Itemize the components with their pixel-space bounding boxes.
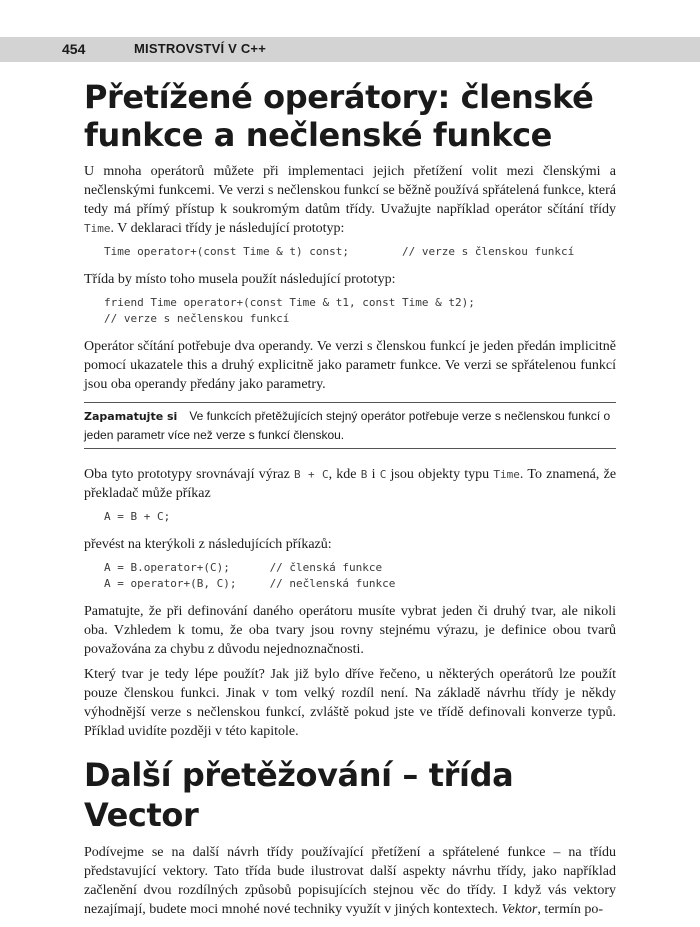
inline-code: B [360, 468, 368, 481]
inline-code: Time [493, 468, 520, 481]
page-number: 454 [62, 41, 86, 57]
page-content [84, 78, 616, 925]
running-title: MISTROVSTVÍ V C++ [134, 41, 266, 56]
code-block: A = B + C; [104, 510, 171, 523]
code-block: friend Time operator+(const Time & t1, const Time & t2); // verze s nečlenskou funkcí [104, 296, 475, 325]
text: , kde [328, 467, 357, 482]
inline-code: Time [84, 222, 111, 235]
code-block: Time operator+(const Time & t) const; // verze s členskou funkcí [104, 245, 575, 258]
note-label: Zapamatujte si [84, 410, 178, 423]
paragraph [84, 162, 616, 238]
paragraph [84, 465, 616, 503]
text: Podívejme se na další návrh třídy používající přetížení a spřátelené funkce – na třídu představující vektory. Tato třída bude ilustrovat další aspekty návrhu třídy, jako například začlenění dvou rozdílných způsobů popisujících stejnou věc do třídy. I když vás vektory nezajímají, budete moci mnohé nové techniky využít v jiných kontextech. [84, 845, 616, 917]
text: jsou objekty typu [390, 467, 490, 482]
remember-note [84, 402, 616, 449]
paragraph: převést na kterýkoli z následujících příkazů: [84, 537, 332, 552]
inline-code: B + C [294, 468, 329, 481]
code-block: A = B.operator+(C); // členská funkce A = operator+(B, C); // nečlenská funkce [104, 561, 396, 590]
paragraph: Pamatujte, že při definování daného operátoru musíte vybrat jeden či druhý tvar, ale nikoli oba. Vzhledem k tomu, že oba tvary jsou rovny stejnému výrazu, je definice obou tvarů považována za chybu z důvodu nejednoznačnosti. [84, 604, 616, 657]
paragraph: Který tvar je tedy lépe použít? Jak již bylo dříve řečeno, u některých operátorů lze použít pouze členskou funkci. Jinak v tom velký rozdíl není. Na základě návrhu třídy je někdy výhodnější verze s nečlenskou funkcí, zvláště pokud jste ve třídě definovali konverze typů. Příklad uvidíte později v této kapitole. [84, 667, 616, 739]
text: i [371, 467, 376, 482]
paragraph: Operátor sčítání potřebuje dva operandy. Ve verzi s členskou funkcí je jeden předán implicitně pomocí ukazatele this a druhý explicitně jako parametr funkce. Ve verzi se spřátelenou funkcí jsou oba operandy předány jako parametry. [84, 339, 616, 392]
inline-code: C [379, 468, 387, 481]
text: , termín po- [537, 902, 604, 917]
section-heading-vector-class: Další přetěžování – třída Vector [84, 756, 514, 834]
running-header [0, 37, 700, 62]
note-text: Ve funkcích přetěžujících stejný operátor potřebuje verze s nečlenskou funkcí o jeden parametr více než verze s funkcí členskou. [84, 409, 611, 442]
paragraph [84, 843, 616, 919]
section-heading-overloaded-operators: Přetížené operátory: členské funkce a nečlenské funkce [84, 78, 594, 154]
emphasis: Vektor [501, 902, 538, 917]
text: . V deklaraci třídy je následující prototyp: [110, 221, 345, 236]
text: U mnoha operátorů můžete při implementaci jejich přetížení volit mezi členskými a nečlenskými funkcemi. Ve verzi s nečlenskou funkcí se běžně používá spřátelená funkce, která tedy má přímý přístup k soukromým datům třídy. Uvažujte například operátor sčítání třídy [84, 164, 616, 217]
text: . To znamená, že překladač může příkaz [84, 467, 617, 501]
paragraph: Třída by místo toho musela použít následující prototyp: [84, 272, 396, 287]
text: Oba tyto prototypy srovnávají výraz [84, 467, 290, 482]
